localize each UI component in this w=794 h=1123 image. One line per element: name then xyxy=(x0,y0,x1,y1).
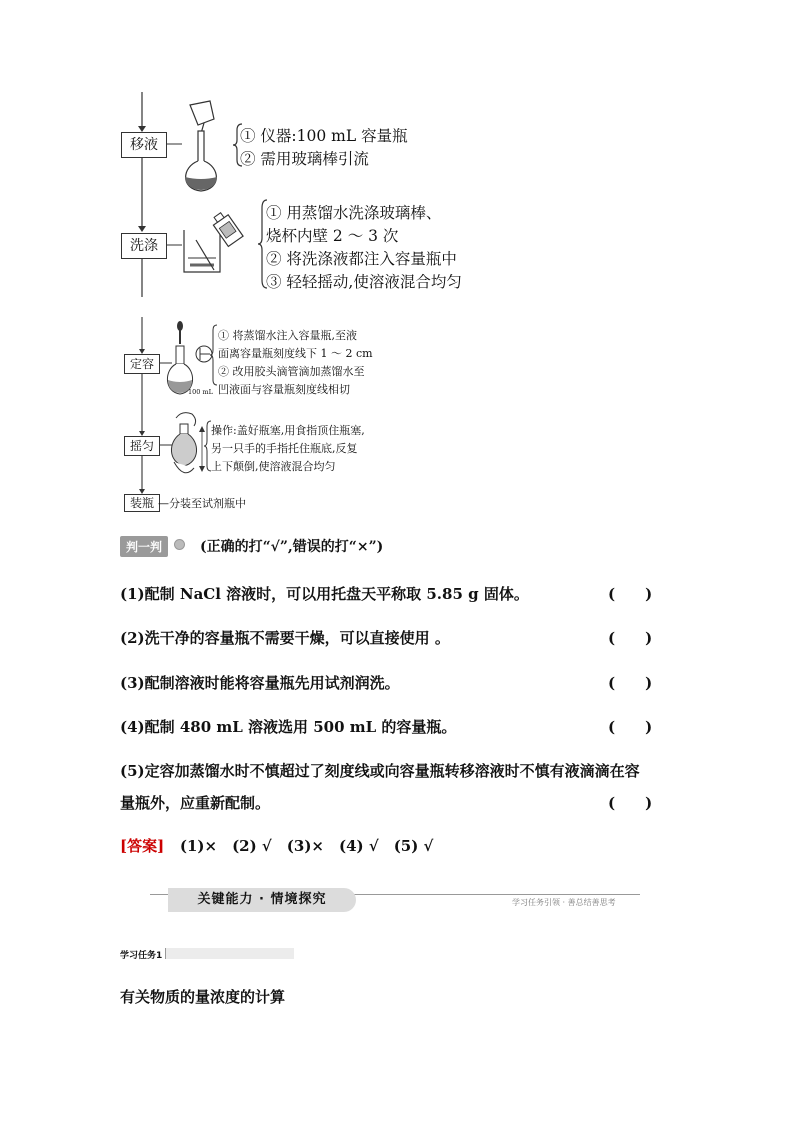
shake-line-2: 另一只手的手指托住瓶底,反复 xyxy=(211,442,358,455)
step-wash-box: 洗涤 xyxy=(121,233,167,259)
answer-blank-5[interactable]: ( ) xyxy=(608,794,653,812)
answer-line xyxy=(120,835,433,856)
question-4: (4)配制 480 mL 溶液选用 500 mL 的容量瓶。 xyxy=(120,718,457,736)
judge-badge: 判一判 xyxy=(120,536,168,557)
step-shake-box: 摇匀 xyxy=(124,436,160,456)
wash-line-3: ② 将洗涤液都注入容量瓶中 xyxy=(266,250,457,268)
wash-line-4: ③ 轻轻摇动,使溶液混合均匀 xyxy=(266,273,462,291)
question-5-cont: 量瓶外，应重新配制。 xyxy=(120,794,271,812)
answer-blank-2[interactable]: ( ) xyxy=(608,629,653,647)
shake-line-3: 上下颠倒,使溶液混合均匀 xyxy=(211,460,336,473)
transfer-line-2: ② 需用玻璃棒引流 xyxy=(240,150,369,168)
question-5: (5)定容加蒸馏水时不慎超过了刻度线或向容量瓶转移溶液时不慎有液滴滴在容 xyxy=(120,762,640,780)
brace-3 xyxy=(210,324,218,386)
banner-subtitle: 学习任务引领 · 善总结善思考 xyxy=(512,898,616,907)
section-title: 有关物质的量浓度的计算 xyxy=(120,988,286,1006)
flask-volume-mark: 100 mL xyxy=(188,388,213,396)
wash-line-2: 烧杯内壁 2 ～ 3 次 xyxy=(266,227,399,245)
judge-hint: (正确的打“√”,错误的打“×”) xyxy=(200,539,384,555)
badge-dot-icon xyxy=(174,539,185,550)
flask-dropper-icon xyxy=(164,320,216,398)
step-bottle-box: 装瓶 xyxy=(124,494,160,512)
answer-blank-1[interactable]: ( ) xyxy=(608,585,653,603)
answer-label: [答案] xyxy=(120,837,165,855)
shake-line-1: 操作:盖好瓶塞,用食指顶住瓶塞, xyxy=(211,424,365,437)
answer-values: (1)× (2) √ (3)× (4) √ (5) √ xyxy=(179,837,434,855)
banner-title: 关键能力 · 情境探究 xyxy=(168,888,356,912)
step-transfer-box: 移液 xyxy=(121,132,167,158)
question-1: (1)配制 NaCl 溶液时，可以用托盘天平称取 5.85 g 固体。 xyxy=(120,585,529,603)
question-3: (3)配制溶液时能将容量瓶先用试剂润洗。 xyxy=(120,674,400,692)
transfer-line-1: ① 仪器:100 mL 容量瓶 xyxy=(240,127,408,145)
step-volume-box: 定容 xyxy=(124,354,160,374)
question-2: (2)洗干净的容量瓶不需要干燥，可以直接使用 。 xyxy=(120,629,450,647)
task-label: 学习任务1 xyxy=(120,951,163,961)
volume-line-2: 面离容量瓶刻度线下 1 ～ 2 cm xyxy=(218,347,373,360)
answer-blank-4[interactable]: ( ) xyxy=(608,718,653,736)
wash-line-1: ① 用蒸馏水洗涤玻璃棒、 xyxy=(266,204,442,222)
bottle-text: —分装至试剂瓶中 xyxy=(158,497,246,510)
flask-pouring-icon xyxy=(176,97,236,197)
volume-line-1: ① 将蒸馏水注入容量瓶,至液 xyxy=(218,329,357,342)
answer-blank-3[interactable]: ( ) xyxy=(608,674,653,692)
volume-line-4: 凹液面与容量瓶刻度线相切 xyxy=(218,383,350,396)
task-bar xyxy=(165,948,294,959)
volume-line-3: ② 改用胶头滴管滴加蒸馏水至 xyxy=(218,365,365,378)
beaker-wash-bottle-icon xyxy=(176,210,246,280)
